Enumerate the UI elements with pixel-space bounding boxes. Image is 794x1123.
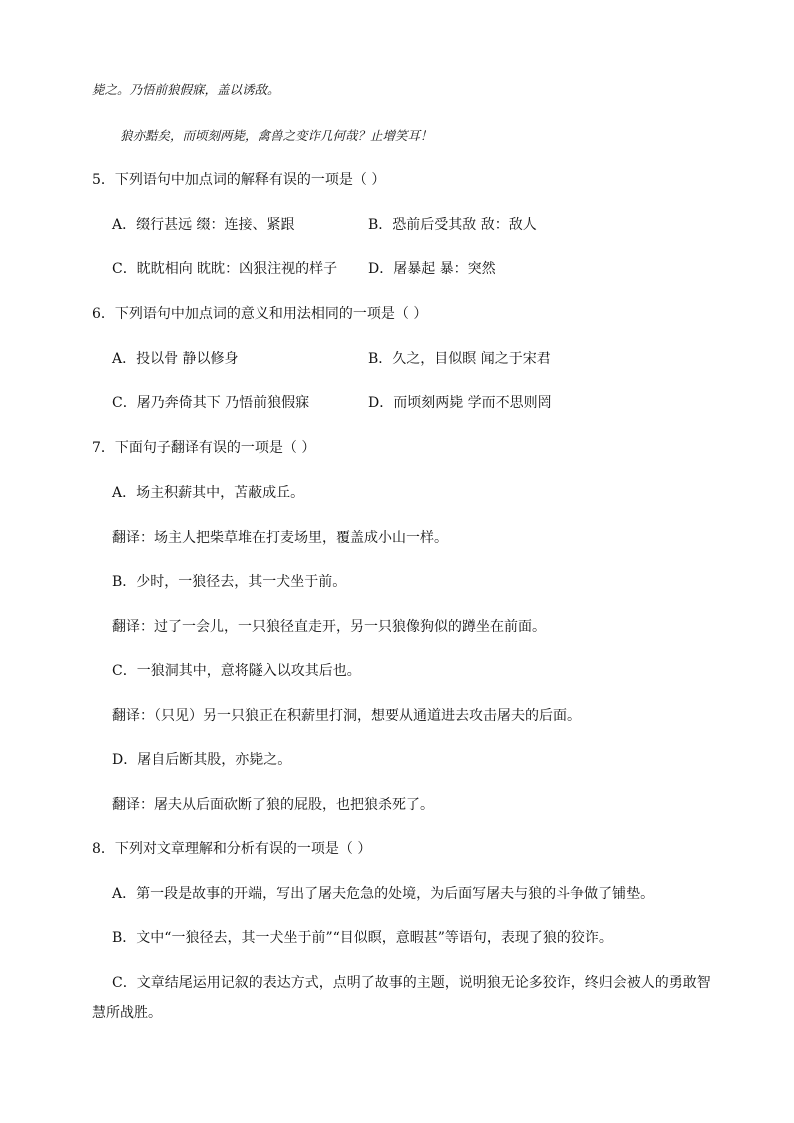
- question-6-option-b: B．久之，目似瞑 闻之于宋君: [368, 351, 551, 367]
- question-7-option-b-translation: 翻译：过了一会儿，一只狼径直走开，另一只狼像狗似的蹲坐在前面。: [112, 619, 546, 635]
- question-5-option-a: A．缀行甚远 缀：连接、紧跟: [112, 217, 295, 233]
- question-7-option-d-translation: 翻译：屠夫从后面砍断了狼的屁股，也把狼杀死了。: [112, 797, 434, 813]
- question-6-option-d: D．而顷刻两毙 学而不思则罔: [368, 395, 552, 411]
- question-7-option-c-translation: 翻译：（只见）另一只狼正在积薪里打洞，想要从通道进去攻击屠夫的后面。: [112, 708, 581, 724]
- question-6-option-a: A．投以骨 静以修身: [112, 351, 239, 367]
- question-8-option-c-line-2: 慧所战胜。: [92, 1005, 162, 1021]
- question-6-option-c: C．屠乃奔倚其下 乃悟前狼假寐: [112, 395, 310, 411]
- question-7-option-d: D．屠自后断其股，亦毙之。: [112, 752, 292, 768]
- question-7-option-b: B．少时，一狼径去，其一犬坐于前。: [112, 574, 347, 590]
- question-7-option-a-translation: 翻译：场主人把柴草堆在打麦场里，覆盖成小山一样。: [112, 530, 448, 546]
- question-8-option-a: A．第一段是故事的开端，写出了屠夫危急的处境，为后面写屠夫与狼的斗争做了铺垫。: [112, 886, 655, 902]
- passage-line-1: 毙之。乃悟前狼假寐，盖以诱敌。: [92, 82, 280, 97]
- question-5-option-d: D．屠暴起 暴：突然: [368, 261, 496, 277]
- question-8-stem: 8．下列对文章理解和分析有误的一项是（ ）: [92, 841, 372, 857]
- question-5-option-c: C．眈眈相向 眈眈：凶狠注视的样子: [112, 261, 338, 277]
- question-7-stem: 7．下面句子翻译有误的一项是（ ）: [92, 440, 316, 456]
- question-8-option-c-line-1: C．文章结尾运用记叙的表达方式，点明了故事的主题，说明狼无论多狡诈，终归会被人的勇敢智: [112, 975, 711, 991]
- question-6-stem: 6．下列语句中加点词的意义和用法相同的一项是（ ）: [92, 306, 428, 322]
- question-7-option-a: A．场主积薪其中，苫蔽成丘。: [112, 485, 305, 501]
- question-8-option-b: B．文中“一狼径去，其一犬坐于前”“目似瞑，意暇甚”等语句，表现了狼的狡诈。: [112, 930, 613, 946]
- question-7-option-c: C．一狼洞其中，意将隧入以攻其后也。: [112, 663, 361, 679]
- question-5-stem: 5．下列语句中加点词的解释有误的一项是（ ）: [92, 172, 386, 188]
- passage-line-2: 狼亦黠矣，而顷刻两毙，禽兽之变诈几何哉？止增笑耳！: [120, 128, 433, 143]
- question-5-option-b: B．恐前后受其敌 敌：敌人: [368, 217, 537, 233]
